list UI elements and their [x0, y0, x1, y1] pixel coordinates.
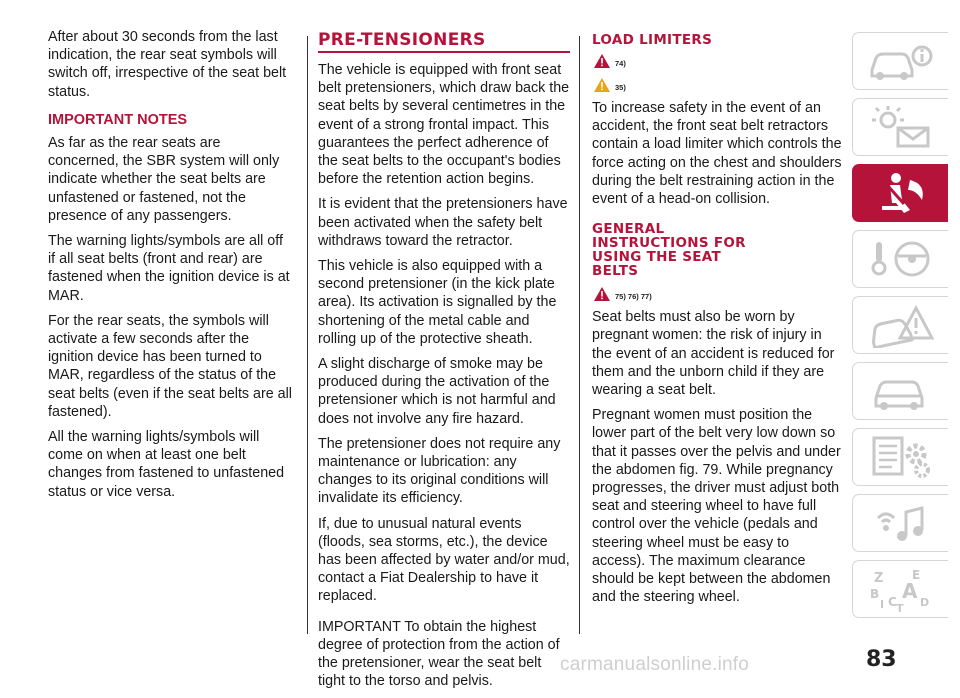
index-letter: Z	[873, 571, 883, 586]
index-letter: E	[911, 568, 920, 582]
section-title-load-limiters: LOAD LIMITERS	[592, 32, 713, 48]
reference-number: 74)	[615, 58, 626, 68]
paragraph: For the rear seats, the symbols will activate a few seconds after the ignition device has been turned to MAR, regardless of the status of the seat belts (even if the seat belts are all fastened).	[48, 312, 292, 420]
watermark: carmanualsonline.info	[560, 654, 750, 675]
paragraph: Seat belts must also be worn by pregnant women: the risk of injury in the event of an accident is reduced for them and the unborn child if they are wearing a seat belt.	[592, 309, 835, 399]
caution-triangle-icon	[594, 78, 610, 92]
column-left	[48, 28, 294, 508]
paragraph: Pregnant women must position the lower part of the belt very low down so that it passes over the pelvis and under the abdomen fig. 79. While pregnancy progresses, the driver must adjust both seat and steering wheel to have full control over the vehicle (pedals and steering wheel must be easy to access). The maximum clearance should be kept between the abdomen and the steering wheel.	[592, 407, 841, 606]
section-title-pretensioners: PRE-TENSIONERS	[318, 32, 570, 53]
reference-numbers: 75) 76) 77)	[615, 292, 652, 302]
tab-technical-data[interactable]	[852, 428, 948, 486]
paragraph: It is evident that the pretensioners have been activated when the safety belt withdraws toward the retractor.	[318, 196, 568, 249]
warning-reference	[594, 284, 842, 304]
column-divider	[579, 36, 580, 634]
tab-index[interactable]	[852, 560, 948, 618]
reference-number: 35)	[615, 82, 626, 92]
index-letter: A	[901, 579, 917, 603]
section-title-general-instructions: GENERAL INSTRUCTIONS FOR USING THE SEAT BELTS	[592, 221, 746, 280]
chapter-tabs	[852, 32, 952, 626]
column-right	[592, 28, 842, 613]
column-divider	[307, 36, 308, 634]
warning-reference	[594, 51, 842, 71]
car-info-icon	[866, 38, 936, 84]
paragraph: To increase safety in the event of an accident, the front seat belt retractors contain a load limiter which controls the force acting on the chest and shoulders during the belt restraining action in the event of a head-on collision.	[592, 100, 842, 208]
paragraph: After about 30 seconds from the last indication, the rear seat symbols will switch off, irrespective of the seat belt status.	[48, 29, 287, 100]
driving-icon	[866, 236, 936, 282]
tab-safety[interactable]	[852, 164, 948, 222]
paragraph: The vehicle is equipped with front seat belt pretensioners, which draw back the seat belts by several centimetres in the event of a strong frontal impact. This guarantees the perfect adherence of the seat belts to the occupant's bodies before the retention action begins.	[318, 62, 570, 188]
tab-driving[interactable]	[852, 230, 948, 288]
section-heading: IMPORTANT NOTES	[48, 111, 188, 128]
paragraph: All the warning lights/symbols will come on when at least one belt changes from fastened to unfastened status or vice versa.	[48, 429, 285, 500]
warning-triangle-icon	[594, 54, 610, 68]
column-middle	[318, 28, 570, 698]
tab-warning-lights[interactable]	[852, 98, 948, 156]
index-letter: C	[887, 595, 897, 609]
paragraph-important: IMPORTANT To obtain the highest degree of protection from the action of the pretensioner, wear the seat belt tight to the torso and pelvis.	[318, 618, 560, 690]
paragraph: This vehicle is also equipped with a second pretensioner (in the kick plate area). Its activation is signalled by the shortening of the metal cable and rolling up of the protective sheath.	[318, 258, 557, 347]
warning-lights-icon	[866, 104, 936, 150]
maintenance-icon	[866, 368, 936, 414]
safety-seat-icon	[866, 170, 936, 216]
emergency-icon	[866, 302, 936, 348]
index-letter: B	[869, 587, 879, 601]
tab-emergency[interactable]	[852, 296, 948, 354]
paragraph: The pretensioner does not require any maintenance or lubrication: any changes to its original conditions will invalidate its efficiency.	[318, 435, 561, 507]
index-letter: D	[919, 596, 929, 609]
tab-car-info[interactable]	[852, 32, 948, 90]
caution-reference	[594, 75, 842, 95]
index-icon	[866, 566, 936, 612]
paragraph: A slight discharge of smoke may be produced during the activation of the pretensioner which is not harmful and does not involve any fire hazard.	[318, 356, 556, 427]
index-letter: I	[879, 598, 884, 611]
page-number: 83	[866, 647, 897, 672]
paragraph: As far as the rear seats are concerned, the SBR system will only indicate whether the seat belts are unfastened or fastened, not the presence of any passengers.	[48, 135, 280, 224]
tab-maintenance[interactable]	[852, 362, 948, 420]
paragraph: The warning lights/symbols are all off if all seat belts (front and rear) are fastened when the ignition device is at MAR.	[48, 233, 290, 304]
warning-triangle-icon	[594, 287, 610, 301]
tab-multimedia[interactable]	[852, 494, 948, 552]
index-letter: T	[895, 602, 904, 612]
paragraph: If, due to unusual natural events (floods, sea storms, etc.), the device has been affected by water and/or mud, contact a Fiat Dealership to have it replaced.	[318, 515, 570, 605]
technical-data-icon	[866, 434, 936, 480]
multimedia-icon	[866, 500, 936, 546]
